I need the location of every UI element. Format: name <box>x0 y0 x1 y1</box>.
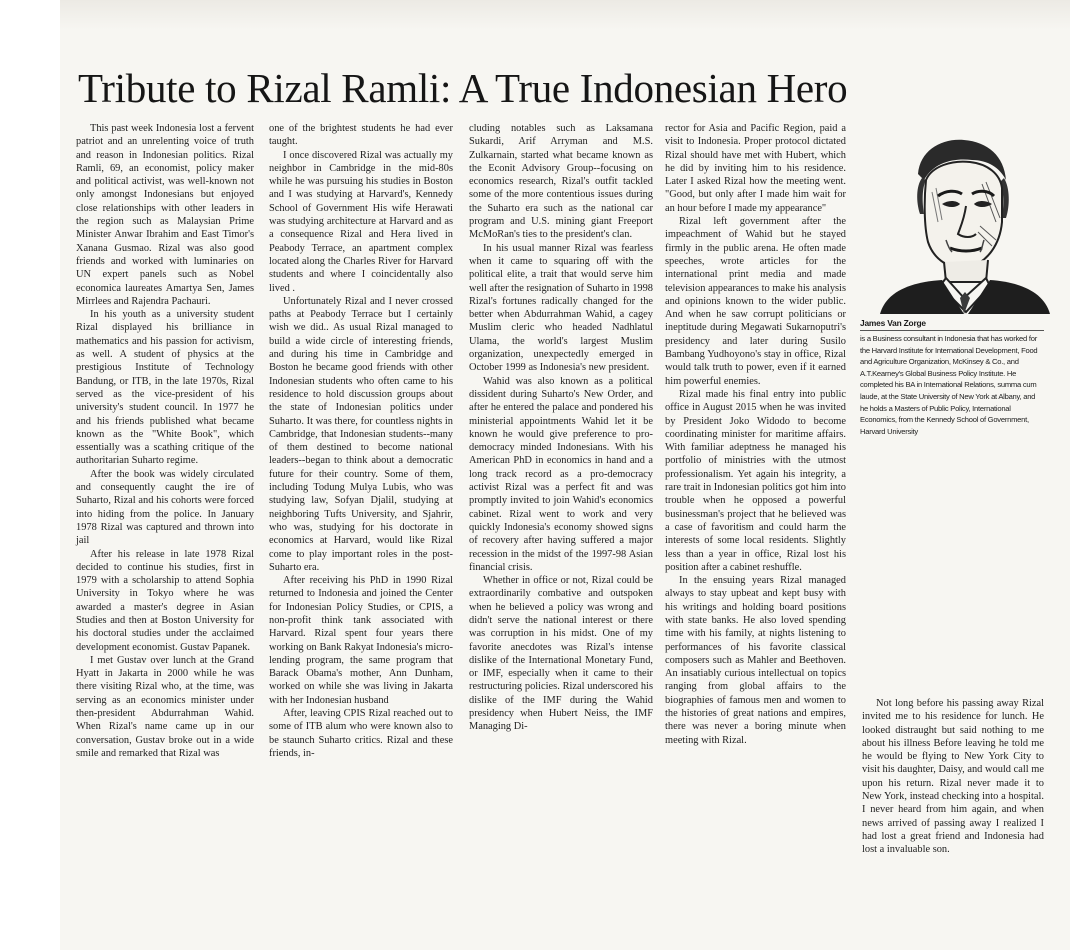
author-bio: is a Business consultant in Indonesia that has worked for the Harvard Institute for International Development, Food and Agriculture Organization, McKinsey & Co., and A.T.Kearney's Global Business Policy Institute. He completed his BA in International Relations, summa cum laude, at the State University of New York at Albany, and he holds a Masters of Public Policy, International Economics, from the Kennedy School of Government, Harvard University <box>860 334 1038 436</box>
paragraph: This past week Indonesia lost a fervent patriot and an unrelenting voice of truth and reason in Indonesian politics. Rizal Ramli, 69, an economist, policy maker and political activist, was well-known not only amongst Indonesians but enjoyed close relationships with other leaders in the region such as Malaysian Prime Minister Anwar Ibrahim and East Timor's Xanana Gusmao. Rizal was also good friends and worked with luminaries on UN expert panels such as Nobel economica laureates Amartya Sen, James Mirrlees and Rajendra Pachauri. <box>76 123 254 307</box>
paragraph: Wahid was also known as a political dissident during Suharto's New Order, and after he entered the palace and pondered his ministerial appointments Wahid let it be known he would give preference to pro-democracy minded Indonesians. With his American PhD in economics in hand and a long track record as a pro-democracy activist Rizal was a perfect fit and was promptly invited to join Wahid's economics cabinet. Rizal went to work and very quickly Indonesia's economy showed signs of recovery after having suffered a major recession in the midst of the 1997-98 Asian financial crisis. <box>469 375 653 573</box>
paragraph: rector for Asia and Pacific Region, paid a visit to Indonesia. Proper protocol dictated Rizal should have met with Hubert, which he did by inviting him to his residence. Later I asked Rizal how the meeting went. "Good, but only after I made him wait for an hour before I made my appearance" <box>665 123 846 214</box>
paragraph: I once discovered Rizal was actually my neighbor in Cambridge in the mid-80s while he was pursuing his studies in Boston and I was studying at Harvard's, Kennedy School of Government His wife Herawati was studying architecture at Harvard and as a consequence Rizal and Hera lived in Peabody Terrace, an apartment complex located along the Charles River for Harvard students and where I coincidentally also lived . <box>269 149 453 294</box>
paragraph: After, leaving CPIS Rizal reached out to some of ITB alum who were known also to be staunch Suharto critics. Rizal and these friends, in- <box>269 708 453 759</box>
paragraph: In his usual manner Rizal was fearless when it came to squaring off with the political elite, a trait that would serve him well after the resignation of Suharto in 1998 Rizal's fortunes radically changed for the better when Abdurrahman Wahid, a cagey Muslim cleric who headed Nadhlatul Ulama, the world's largest Muslim organization, unexpectedly emerged in October 1999 as Indonesia's new president. <box>469 242 653 374</box>
article-column-3 <box>469 122 653 734</box>
paragraph: In his youth as a university student Rizal displayed his brilliance in mathematics and his passion for activism, as well. A student of physics at the prestigious Institute of Technology Bandung, or ITB, in the late 1970s, Rizal served as the vice-president of his university's student council. In 1977 he and his friends published what became known as the "White Book", which essentially was a scathing critique of the authoritarian Suharto regime. <box>76 309 254 467</box>
paragraph: Not long before his passing away Rizal invited me to his residence for lunch. He looked distraught but said nothing to me about his illness Before leaving he told me he would be flying to New York City to visit his daughter, Daisy, and would call me upon his return. Rizal never made it to New York, instead checking into a hospital. I never heard from him again, and when news arrived of passing away I realized I had lost a great friend and Indonesia had lost a invaluable son. <box>862 698 1044 856</box>
article-column-4 <box>665 122 846 747</box>
paragraph: Whether in office or not, Rizal could be extraordinarily combative and outspoken when he believed a policy was wrong and didn't serve the national interest or there was corruption in his midst. One of my favorite anecdotes was Rizal's intense dislike of the International Monetary Fund, or IMF, especially when it came to their restructuring policies. Rizal underscored his dislike of the IMF during the Wahid presidency when Hubert Neiss, the IMF Managing Di- <box>469 575 653 733</box>
paragraph: cluding notables such as Laksamana Sukardi, Arif Arryman and M.S. Zulkarnain, started what became known as the Econit Advisory Group--focusing on economics research, Rizal's outfit tackled some of the more contentious issues during the Suharto era such as the national car program and U.S. mining giant Freeport McMoRan's ties to the president's clan. <box>469 123 653 241</box>
paragraph: After receiving his PhD in 1990 Rizal returned to Indonesia and joined the Center for Indonesian Policy Studies, or CPIS, a non-profit think tank associated with Harvard. Rizal spent four years there working on Bank Rakyat Indonesia's micro-lending program, the same program that Barack Obama's mother, Ann Dunham, worked on while she was living in Jakarta with her Indonesian husband <box>269 575 453 706</box>
paragraph: In the ensuing years Rizal managed always to stay upbeat and kept busy with his writings and holding board positions with state banks. He also loved spending time with his family, at nights listening to performances of his favorite classical composers such as Mahler and Beethoven. An insatiably curious intellectual on topics ranging from global affairs to the biographies of famous men and women to the histories of great nations and empires, there was never a boring minute when meeting with Rizal. <box>665 575 846 746</box>
paragraph: Rizal made his final entry into public office in August 2015 when he was invited by President Joko Widodo to become coordinating minister for maritime affairs. With familiar adeptness he managed his portfolio of ministries with the utmost professionalism. Yet again his integrity, a rare trait in Indonesian politics got him into trouble when he opposed a powerful businessman's project that he believed was a case of favoritism and could harm the interests of some local residents. Slightly less than a year in office, Rizal lost his position after a cabinet reshuffle. <box>665 388 846 573</box>
article-column-5 <box>862 697 1044 857</box>
author-name: James Van Zorge <box>860 318 1044 331</box>
paragraph: After the book was widely circulated and consequently caught the ire of Suharto, Rizal and his cohorts were forced into hiding from the police. In January 1978 Rizal was captured and thrown into jail <box>76 468 254 547</box>
paragraph: Rizal left government after the impeachment of Wahid but he stayed firmly in the public arena. He often made speeches, wrote articles for the international print media and made television appearances to make his analysis and opinions known to the wider public. And when he saw corrupt politicians or ineptitude during Megawati Sukarnoputri's presidency and later during Susilo Bambang Yudhoyono's stay in office, Rizal would talk truth to power, even if it earned him powerful enemies. <box>665 216 846 387</box>
paragraph: After his release in late 1978 Rizal decided to continue his studies, first in 1979 with a scholarship to attend Sophia University in Tokyo where he was awarded a master's degree in Asian Studies and then at Boston University for his doctoral studies under the acclaimed development economist. Gustav Papanek. <box>76 548 254 653</box>
author-portrait-sketch-icon <box>860 122 1050 314</box>
article-column-2 <box>269 122 453 760</box>
article-column-1 <box>76 122 254 760</box>
paragraph: one of the brightest students he had ever taught. <box>269 123 453 148</box>
paragraph: I met Gustav over lunch at the Grand Hyatt in Jakarta in 2000 while he was there visiting Rizal who, at the time, was serving as an economics minister under then-president Abdurrahman Wahid. When Rizal's name came up in our conversation, Gustav broke out in a wide smile and remarked that Rizal was <box>76 654 254 759</box>
author-box <box>860 318 1044 437</box>
article-headline: Tribute to Rizal Ramli: A True Indonesian Hero <box>78 65 848 111</box>
paragraph: Unfortunately Rizal and I never crossed paths at Peabody Terrace but I certainly wish we did.. As usual Rizal managed to build a wide circle of interesting friends, and during his time in Cambridge and Boston he became good friends with other Indonesian students who often came to his residence to hold discussion groups about the state of Indonesian politics under Suharto. It was there, for countless nights in Cambridge, that Indonesian students--many of them destined to become national leaders--began to think about a democratic future for their country. Some of them, including Todung Mulya Lubis, who was studying law, Sofyan Djalil, studying at neighboring Tufts University, and Sjahrir, who was, studying for his doctorate in economics at Harvard, would like Rizal come to play important roles in the post-Suharto era. <box>269 295 453 573</box>
page-top-edge <box>60 0 1070 30</box>
